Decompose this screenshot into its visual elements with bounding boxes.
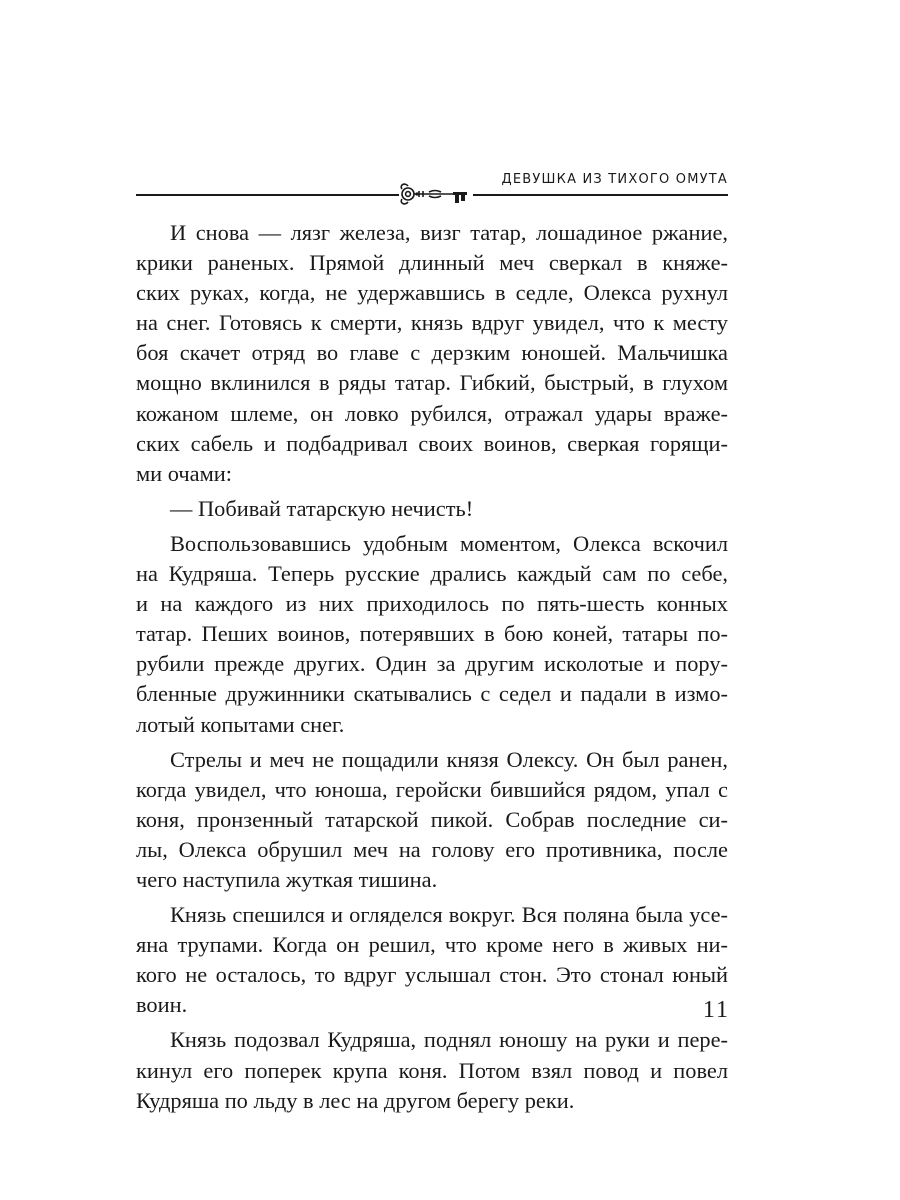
text-line: коня, пронзенный татарской пикой. Собрав последние си-: [136, 806, 728, 832]
text-line: ми очами:: [136, 460, 232, 486]
text-line: И снова — лязг железа, визг татар, лошадиное ржание,: [170, 220, 728, 245]
text-line: когда увидел, что юноша, геройски бившийся рядом, упал с: [136, 776, 728, 802]
text-line: бленные дружинники скатывались с седел и падали в измо-: [136, 681, 728, 707]
text-line: ских сабель и подбадривал своих воинов, сверкая горящи-: [136, 430, 728, 456]
text-line: кожаном шлеме, он ловко рубился, отражал удары враже-: [136, 400, 728, 426]
text-line: лы, Олекса обрушил меч на голову его противника, после: [136, 836, 728, 862]
text-line: ских руках, когда, не удержавшись в седле, Олекса рухнул: [136, 280, 728, 306]
text-line: лотый копытами снег.: [136, 711, 345, 737]
text-line: и на каждого из них приходилось по пять-шесть конных: [136, 591, 728, 617]
key-ornament-icon: [399, 181, 473, 207]
text-line: боя скачет отряд во главе с дерзким юношей. Мальчишка: [136, 340, 728, 366]
text-line: Воспользовавшись удобным моментом, Олекса вскочил: [170, 530, 728, 556]
text-line: рубили прежде других. Один за другим исколотые и пору-: [136, 651, 728, 677]
paragraph: [136, 900, 728, 1020]
text-line: Князь подозвал Кудряша, поднял юношу на руки и пере-: [170, 1027, 728, 1053]
text-line: кого не осталось, то вдруг услышал стон. Это стонал юный: [136, 962, 728, 988]
text-line: Стрелы и меч не пощадили князя Олексу. Он был ранен,: [170, 746, 728, 772]
text-line: Князь спешился и огляделся вокруг. Вся поляна была усе-: [170, 902, 728, 928]
paragraph: [136, 745, 728, 895]
paragraph: [136, 529, 728, 740]
text-line: татар. Пеших воинов, потерявших в бою коней, татары по-: [136, 621, 728, 647]
text-line: на Кудряша. Теперь русские дрались каждый сам по себе,: [136, 561, 728, 587]
running-head: ДЕВУШКА ИЗ ТИХОГО ОМУТА: [501, 172, 728, 187]
text-line: — Побивай татарскую нечисть!: [170, 495, 474, 521]
page-number: 11: [702, 997, 730, 1023]
text-line: кинул его поперек крупа коня. Потом взял повод и повел: [136, 1057, 728, 1083]
text-line: крики раненых. Прямой длинный меч сверкал в княже-: [136, 250, 728, 276]
text-line: мощно вклинился в ряды татар. Гибкий, быстрый, в глухом: [136, 370, 728, 396]
paragraph: [136, 494, 728, 524]
body-text: [136, 218, 728, 1116]
text-line: Кудряша по льду в лес на другом берегу реки.: [136, 1087, 575, 1113]
text-line: воин.: [136, 992, 188, 1018]
paragraph: [136, 218, 728, 489]
paragraph: [136, 1025, 728, 1115]
text-line: яна трупами. Когда он решил, что кроме него в живых ни-: [136, 932, 728, 958]
text-line: на снег. Готовясь к смерти, князь вдруг увидел, что к месту: [136, 310, 728, 336]
text-line: чего наступила жуткая тишина.: [136, 866, 438, 892]
